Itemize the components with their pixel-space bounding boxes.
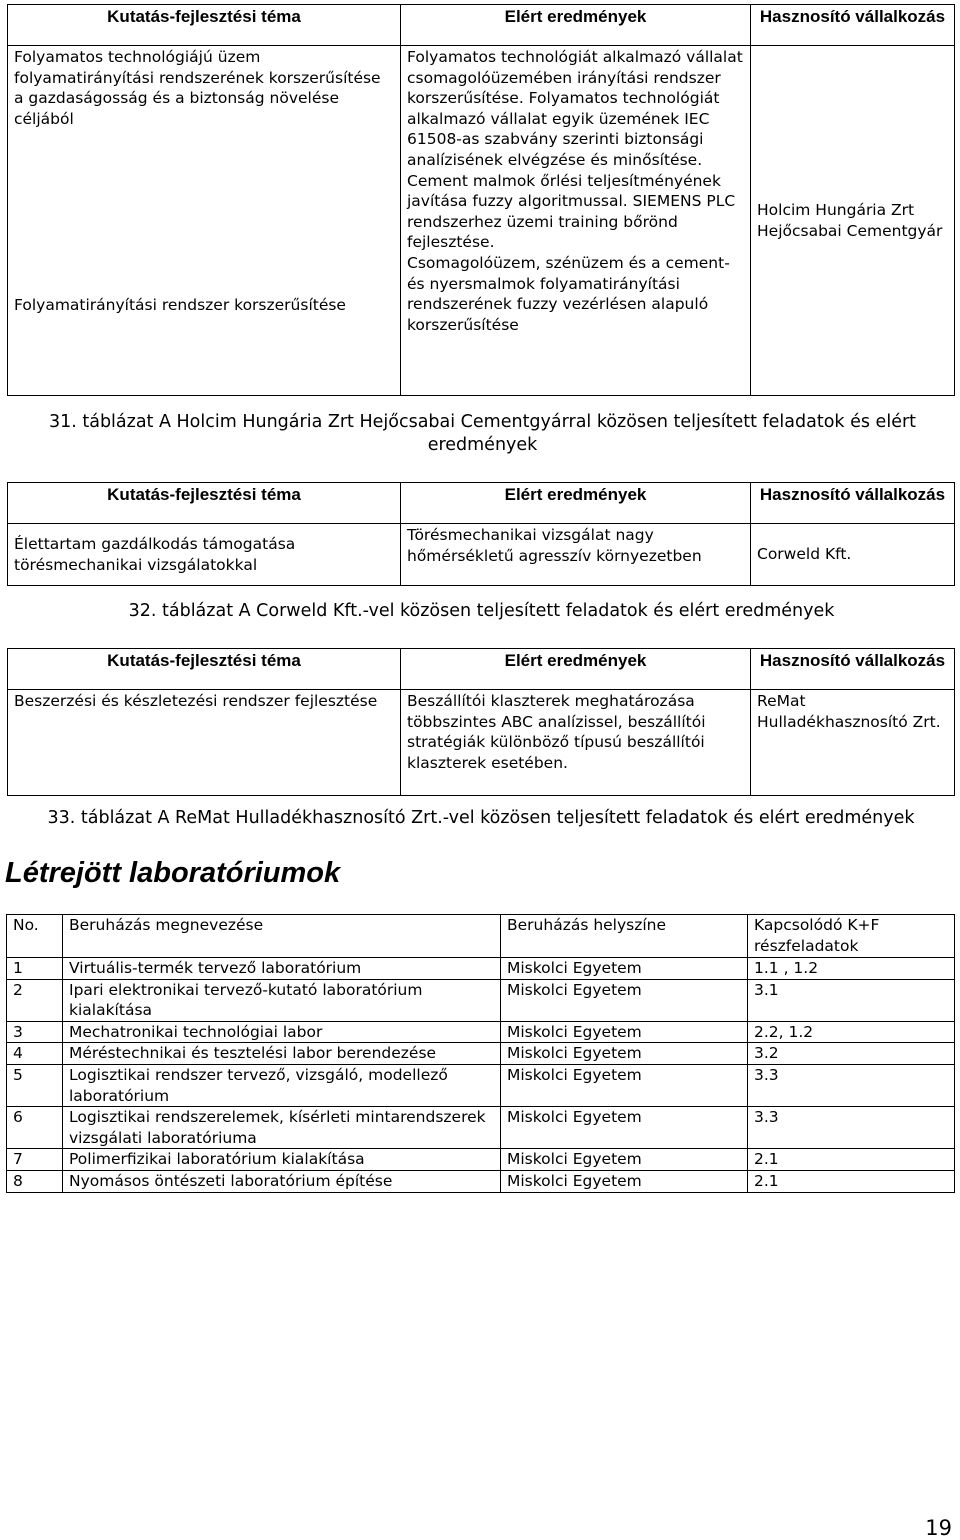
table-header-row bbox=[8, 5, 955, 46]
header-no: No. bbox=[7, 915, 63, 958]
table-32 bbox=[7, 482, 955, 586]
table-31 bbox=[7, 4, 955, 396]
labs-header-row bbox=[7, 915, 955, 958]
company-cell: ReMat Hulladékhasznosító Zrt. bbox=[751, 690, 955, 796]
row-place: Miskolci Egyetem bbox=[501, 1170, 748, 1192]
header-topic: Kutatás-fejlesztési téma bbox=[8, 649, 401, 690]
results-1: Folyamatos technológiát alkalmazó vállalat csomagolóüzemében irányítási rendszer korszerűsítése. Folyamatos technológiát alkalmazó vállalat egyik üzemének IEC 61508-as szabvány szerinti biztonsági analízisének elvégzése és minősítése. Cement malmok őrlési teljesítményének javítása fuzzy algoritmussal. SIEMENS PLC rendszerhez üzemi training bőrönd fejlesztése. bbox=[407, 48, 743, 252]
topic-cell: Beszerzési és készletezési rendszer fejlesztése bbox=[8, 690, 401, 796]
row-name: Ipari elektronikai tervező-kutató laboratórium kialakítása bbox=[63, 979, 501, 1021]
table-header-row bbox=[8, 649, 955, 690]
row-tasks: 2.1 bbox=[748, 1149, 955, 1171]
table-row bbox=[8, 524, 955, 586]
row-no: 7 bbox=[7, 1149, 63, 1171]
row-place: Miskolci Egyetem bbox=[501, 1021, 748, 1043]
row-tasks: 2.1 bbox=[748, 1170, 955, 1192]
table-row bbox=[7, 1149, 955, 1171]
caption-31: 31. táblázat A Holcim Hungária Zrt Hejőcsabai Cementgyárral közösen teljesített feladatok és elért eredmények bbox=[48, 412, 917, 455]
header-place: Beruházás helyszíne bbox=[501, 915, 748, 958]
row-tasks: 3.3 bbox=[748, 1064, 955, 1106]
header-tasks: Kapcsolódó K+F részfeladatok bbox=[748, 915, 955, 958]
results-2: Csomagolóüzem, szénüzem és a cement- és nyersmalmok folyamatirányítási rendszerének fuzzy vezérlésen alapuló korszerűsítése bbox=[407, 253, 730, 334]
row-place: Miskolci Egyetem bbox=[501, 1043, 748, 1065]
table-row bbox=[7, 1064, 955, 1106]
row-tasks: 3.1 bbox=[748, 979, 955, 1021]
row-no: 2 bbox=[7, 979, 63, 1021]
caption-33: 33. táblázat A ReMat Hulladékhasznosító Zrt.-vel közösen teljesített feladatok és elért eredmények bbox=[47, 808, 915, 828]
header-name: Beruházás megnevezése bbox=[63, 915, 501, 958]
header-results: Elért eredmények bbox=[401, 5, 751, 46]
header-results: Elért eredmények bbox=[401, 649, 751, 690]
results-cell bbox=[401, 46, 751, 396]
company-cell: Holcim Hungária Zrt Hejőcsabai Cementgyár bbox=[751, 46, 955, 396]
table-row bbox=[7, 1043, 955, 1065]
row-name: Virtuális-termék tervező laboratórium bbox=[63, 958, 501, 980]
row-tasks: 2.2, 1.2 bbox=[748, 1021, 955, 1043]
table-row bbox=[8, 690, 955, 796]
row-place: Miskolci Egyetem bbox=[501, 958, 748, 980]
company-cell: Corweld Kft. bbox=[751, 524, 955, 586]
table-33 bbox=[7, 648, 955, 796]
header-topic: Kutatás-fejlesztési téma bbox=[8, 5, 401, 46]
table-row bbox=[7, 958, 955, 980]
row-place: Miskolci Egyetem bbox=[501, 1064, 748, 1106]
row-name: Mechatronikai technológiai labor bbox=[63, 1021, 501, 1043]
row-no: 1 bbox=[7, 958, 63, 980]
topic-cell bbox=[8, 46, 401, 396]
results-cell: Törésmechanikai vizsgálat nagy hőmérsékletű agresszív környezetben bbox=[401, 524, 751, 586]
results-cell: Beszállítói klaszterek meghatározása többszintes ABC analízissel, beszállítói stratégiák különböző típusú beszállítói klaszterek esetében. bbox=[401, 690, 751, 796]
row-tasks: 3.2 bbox=[748, 1043, 955, 1065]
row-no: 6 bbox=[7, 1107, 63, 1149]
page-number: 19 bbox=[925, 1516, 952, 1540]
row-no: 4 bbox=[7, 1043, 63, 1065]
header-results: Elért eredmények bbox=[401, 483, 751, 524]
header-company: Hasznosító vállalkozás bbox=[751, 649, 955, 690]
topic-2: Folyamatirányítási rendszer korszerűsítése bbox=[14, 296, 346, 314]
table-row bbox=[7, 979, 955, 1021]
labs-heading: Létrejött laboratóriumok bbox=[5, 857, 341, 889]
row-place: Miskolci Egyetem bbox=[501, 979, 748, 1021]
row-name: Logisztikai rendszer tervező, vizsgáló, modellező laboratórium bbox=[63, 1064, 501, 1106]
row-name: Nyomásos öntészeti laboratórium építése bbox=[63, 1170, 501, 1192]
row-tasks: 1.1 , 1.2 bbox=[748, 958, 955, 980]
header-company: Hasznosító vállalkozás bbox=[751, 5, 955, 46]
row-name: Polimerfizikai laboratórium kialakítása bbox=[63, 1149, 501, 1171]
table-row bbox=[7, 1107, 955, 1149]
table-row bbox=[8, 46, 955, 396]
header-topic: Kutatás-fejlesztési téma bbox=[8, 483, 401, 524]
row-name: Logisztikai rendszerelemek, kísérleti mintarendszerek vizsgálati laboratóriuma bbox=[63, 1107, 501, 1149]
labs-table bbox=[6, 914, 955, 1193]
header-company: Hasznosító vállalkozás bbox=[751, 483, 955, 524]
row-place: Miskolci Egyetem bbox=[501, 1149, 748, 1171]
row-place: Miskolci Egyetem bbox=[501, 1107, 748, 1149]
table-row bbox=[7, 1021, 955, 1043]
row-name: Méréstechnikai és tesztelési labor berendezése bbox=[63, 1043, 501, 1065]
row-tasks: 3.3 bbox=[748, 1107, 955, 1149]
row-no: 5 bbox=[7, 1064, 63, 1106]
caption-32: 32. táblázat A Corweld Kft.-vel közösen teljesített feladatok és elért eredmények bbox=[128, 601, 835, 621]
row-no: 3 bbox=[7, 1021, 63, 1043]
topic-cell: Élettartam gazdálkodás támogatása törésmechanikai vizsgálatokkal bbox=[8, 524, 401, 586]
row-no: 8 bbox=[7, 1170, 63, 1192]
table-row bbox=[7, 1170, 955, 1192]
topic-1: Folyamatos technológiájú üzem folyamatirányítási rendszerének korszerűsítése a gazdaságosság és a biztonság növelése céljából bbox=[14, 48, 381, 128]
table-header-row bbox=[8, 483, 955, 524]
